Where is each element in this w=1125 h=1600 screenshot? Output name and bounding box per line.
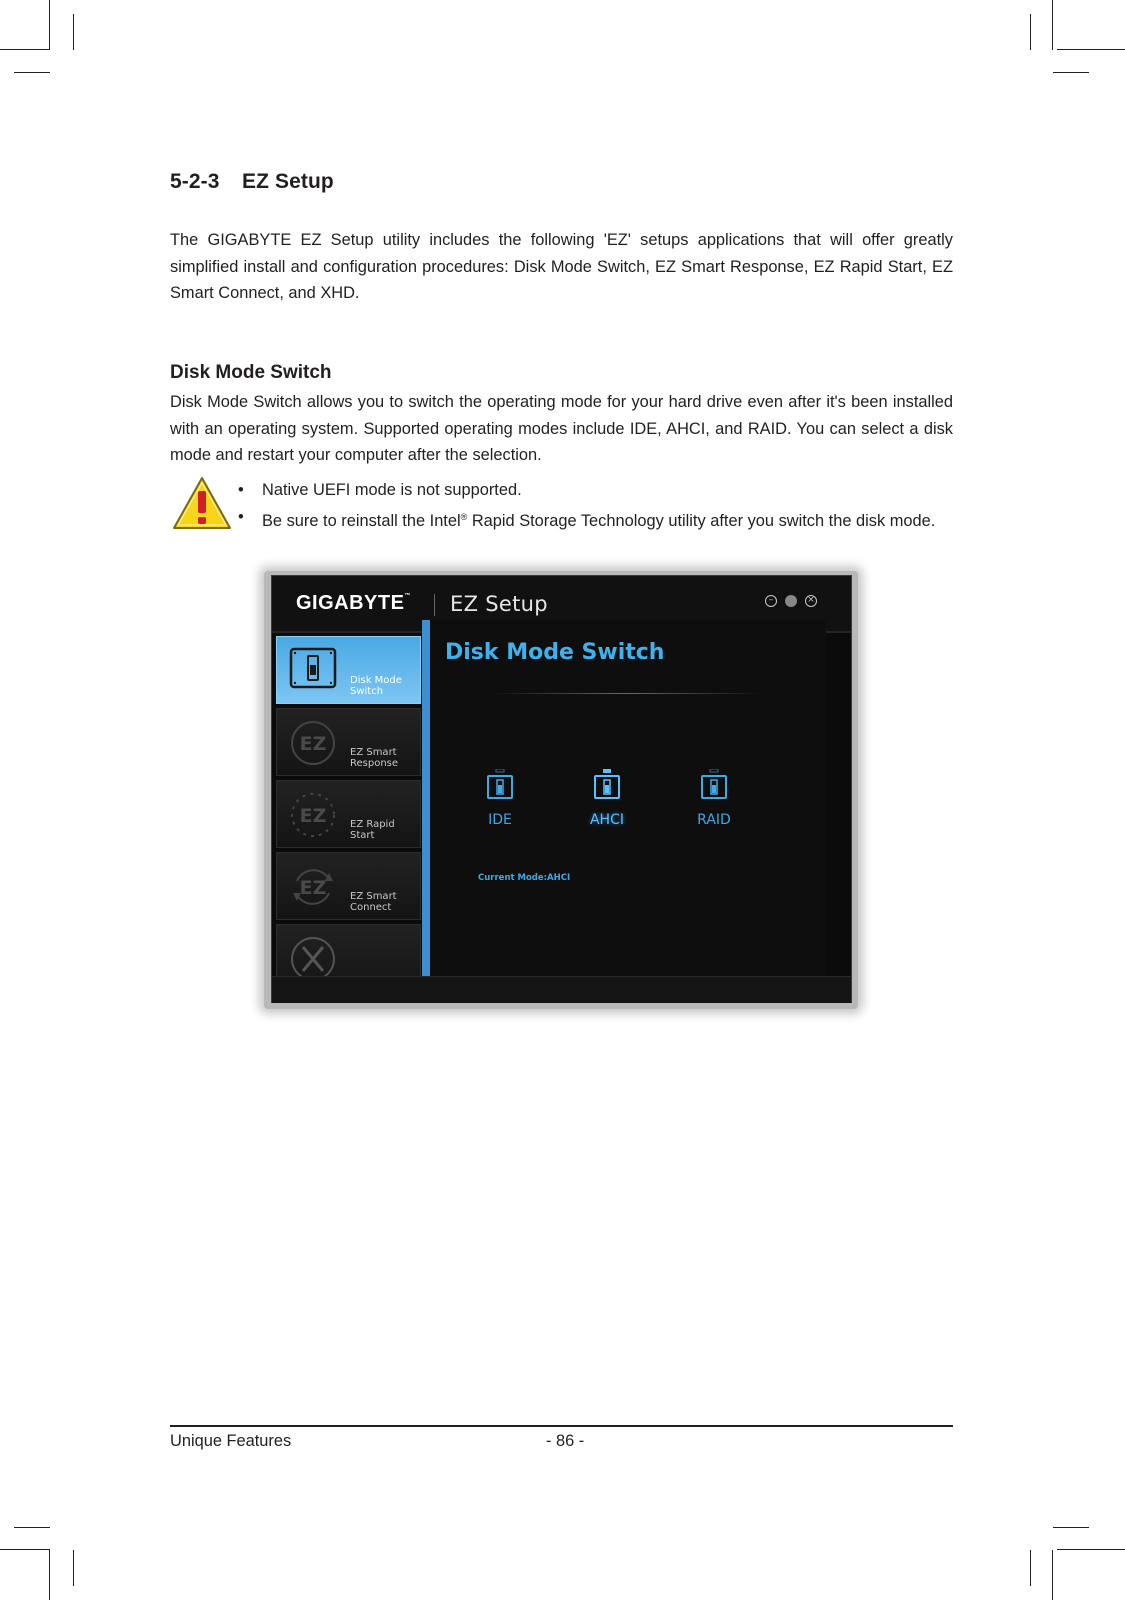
sidebar-item-disk-mode-switch[interactable] (276, 636, 421, 704)
ez-connect-icon (289, 863, 337, 911)
notes-list (238, 477, 935, 534)
app-title: EZ Setup (450, 592, 548, 616)
disk-mode-description: Disk Mode Switch allows you to switch the operating mode for your hard drive even after it's been installed with an operating system. Supported operating modes include IDE, AHCI, and RAID. You can select a disk mode and restart your computer after the selection. (170, 393, 953, 464)
sidebar-item-label: Disk Mode Switch (350, 675, 402, 697)
window-bottom-bar (272, 976, 851, 1003)
disk-switch-icon (289, 647, 337, 689)
crop-mark (73, 14, 74, 50)
bullet: • (238, 507, 244, 526)
note-text-pre: Be sure to reinstall the Intel (262, 511, 461, 530)
current-mode-text: Current Mode:AHCI (478, 873, 571, 883)
crop-mark (1057, 1549, 1125, 1550)
content-divider (492, 693, 762, 694)
disk-switch-icon (591, 769, 623, 803)
ez-icon (289, 719, 337, 767)
disk-switch-icon (484, 769, 516, 803)
mode-option-ahci[interactable] (577, 769, 637, 828)
gigabyte-logo: GIGABYTE™ (296, 592, 411, 614)
footer-rule (170, 1425, 953, 1427)
crop-mark (1053, 72, 1089, 73)
ez-rapid-icon (289, 791, 337, 839)
note-text: Native UEFI mode is not supported. (262, 481, 522, 499)
warning-triangle-icon (172, 475, 232, 531)
sidebar-item-ez-smart-connect[interactable] (276, 852, 421, 920)
sidebar (276, 636, 421, 996)
crop-mark (73, 1550, 74, 1586)
crop-mark (1052, 1550, 1053, 1600)
sidebar-item-label: EZ Rapid Start (350, 819, 395, 841)
crop-mark (1030, 1550, 1031, 1586)
mode-label: AHCI (589, 812, 624, 828)
crop-mark (0, 1549, 50, 1550)
registered-mark: ® (460, 511, 468, 522)
crop-mark (14, 1527, 50, 1528)
section-title (170, 170, 334, 194)
footer-chapter: Unique Features (170, 1432, 292, 1450)
svg-text:EZ: EZ (299, 733, 327, 755)
crop-mark (1053, 1527, 1089, 1528)
crop-mark (0, 49, 50, 50)
section-name: EZ Setup (242, 170, 334, 193)
bullet: • (238, 481, 244, 499)
content-title: Disk Mode Switch (445, 640, 665, 665)
mode-label: RAID (697, 812, 731, 828)
crop-mark (1030, 14, 1031, 50)
ez-setup-window (271, 575, 852, 1003)
minimize-icon[interactable]: – (765, 595, 777, 607)
close-icon[interactable]: × (805, 595, 817, 607)
note-text-post: Rapid Storage Technology utility after you switch the disk mode. (467, 511, 936, 530)
page-number: - 86 - (546, 1432, 585, 1450)
mode-label: IDE (488, 812, 512, 828)
section-number: 5-2-3 (170, 170, 220, 193)
mode-option-raid[interactable] (684, 769, 744, 828)
sidebar-item-label: EZ Smart Connect (350, 891, 397, 913)
svg-text:EZ: EZ (299, 805, 327, 827)
title-separator (434, 594, 435, 616)
crop-mark (14, 72, 50, 73)
crop-mark (49, 0, 50, 50)
accent-bar (422, 620, 430, 976)
sidebar-item-label: EZ Smart Response (350, 747, 399, 769)
disk-switch-icon (698, 769, 730, 803)
crop-mark (1057, 49, 1125, 50)
crop-mark (49, 1550, 50, 1600)
mode-option-ide[interactable] (470, 769, 530, 828)
subsection-heading: Disk Mode Switch (170, 362, 332, 383)
note-item (238, 504, 935, 535)
sidebar-item-ez-rapid-start[interactable] (276, 780, 421, 848)
svg-text:EZ: EZ (299, 877, 327, 899)
note-item (238, 477, 935, 504)
crop-mark (1052, 0, 1053, 50)
restore-icon[interactable] (785, 595, 797, 607)
intro-paragraph: The GIGABYTE EZ Setup utility includes the following 'EZ' setups applications that will offer greatly simplified install and configuration procedures: Disk Mode Switch, EZ Smart Response, EZ Rapid Start, EZ Smart Connect, and XHD. (170, 231, 953, 302)
sidebar-item-ez-smart-response[interactable] (276, 708, 421, 776)
